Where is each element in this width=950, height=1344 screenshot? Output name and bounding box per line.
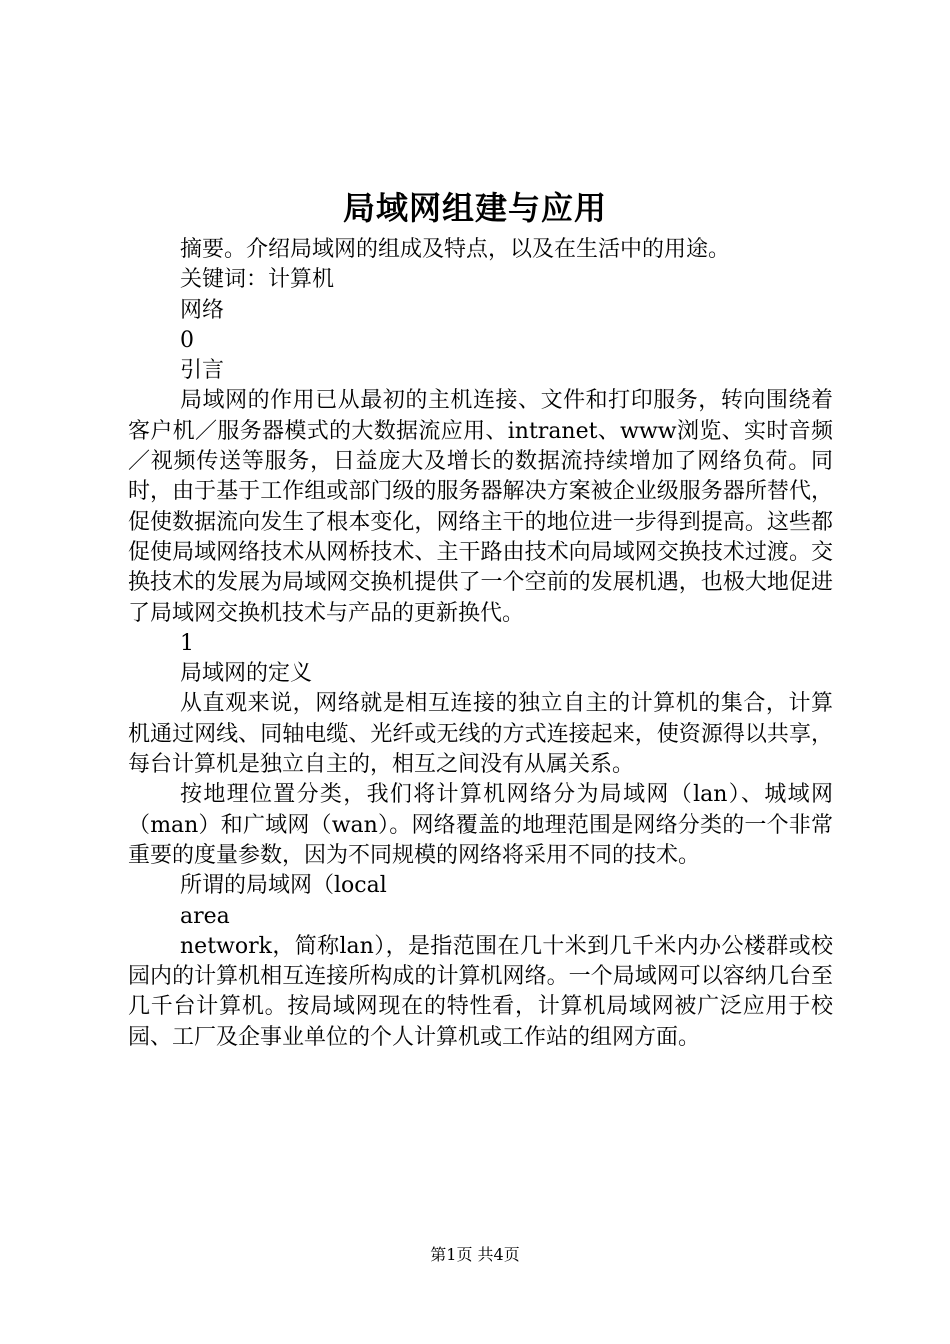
section-title-definition: 局域网的定义 [180, 661, 313, 687]
document-body [128, 235, 833, 1053]
keywords-text: 关键词：计算机 [180, 267, 335, 293]
keywords-continuation: 网络 [180, 297, 225, 323]
page-footer: 第1页 共4页 [430, 1245, 520, 1264]
introduction-paragraph: 局域网的作用已从最初的主机连接、文件和打印服务，转向围绕着客户机／服务器模式的大数据流应用、intranet、www浏览、实时音频／视频传送等服务，日益庞大及增长的数据流持续增加了网络负荷。同时，由于基于工作组或部门级的服务器解决方案被企业级服务器所替代，促使数据流向发生了根本变化，网络主干的地位进一步得到提高。这些都促使局域网络技术从网桥技术、主干路由技术向局域网交换技术过渡。交换技术的发展为局域网交换机提供了一个空前的发展机遇，也极大地促进了局域网交换机技术与产品的更新换代。 [128, 388, 833, 626]
definition-paragraph-2: 按地理位置分类，我们将计算机网络分为局域网（lan）、城域网（man）和广域网（wan）。网络覆盖的地理范围是网络分类的一个非常重要的度量参数，因为不同规模的网络将采用不同的技术。 [128, 782, 833, 868]
section-title-introduction: 引言 [180, 358, 225, 384]
section-number-0: 0 [180, 327, 194, 353]
document-title: 局域网组建与应用 [342, 189, 607, 227]
definition-line-local: 所谓的局域网（local [180, 873, 387, 899]
abstract-text: 摘要。介绍局域网的组成及特点，以及在生活中的用途。 [180, 237, 731, 262]
definition-line-area: area [180, 903, 230, 929]
definition-paragraph-3: network，简称lan），是指范围在几十米到几千米内办公楼群或校园内的计算机相互连接所构成的计算机网络。一个局域网可以容纳几台至几千台计算机。按局域网现在的特性看，计算机局域网被广泛应用于校园、工厂及企事业单位的个人计算机或工作站的组网方面。 [128, 933, 833, 1050]
definition-paragraph-1: 从直观来说，网络就是相互连接的独立自主的计算机的集合，计算机通过网线、同轴电缆、光纤或无线的方式连接起来，使资源得以共享，每台计算机是独立自主的，相互之间没有从属关系。 [128, 691, 833, 778]
section-number-1: 1 [180, 630, 194, 656]
